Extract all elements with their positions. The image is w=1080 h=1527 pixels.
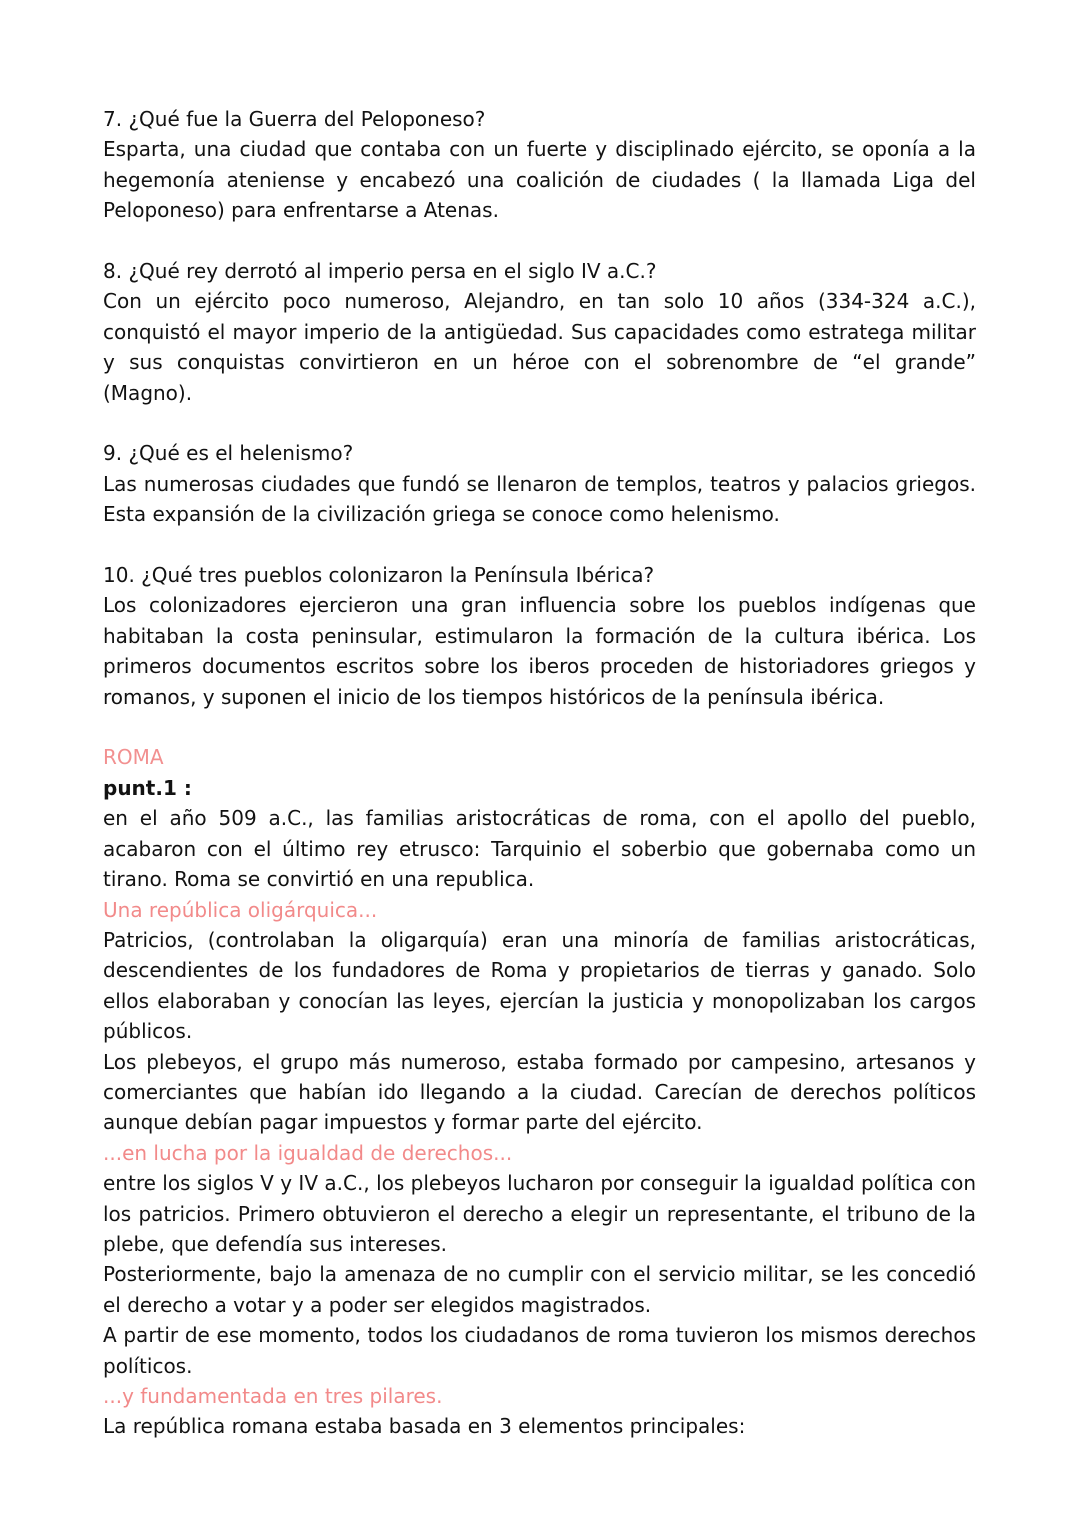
apartir-paragraph: A partir de ese momento, todos los ciudadanos de roma tuvieron los mismos derechos políticos. [103,1323,976,1378]
roma-section [103,742,976,1441]
pilares-paragraph: La república romana estaba basada en 3 elementos principales: [103,1414,746,1439]
patricios-paragraph: Patricios, (controlaban la oligarquía) eran una minoría de familias aristocráticas, descendientes de los fundadores de Roma y propietarios de tierras y ganado. Solo ellos elaboraban y conocían las leyes, ejercían la justicia y monopolizaban los cargos públicos. [103,927,976,1044]
question-heading: 8. ¿Qué rey derrotó al imperio persa en el siglo IV a.C.? [103,259,657,284]
question-heading: 10. ¿Qué tres pueblos colonizaron la Península Ibérica? [103,563,655,588]
subheading-igualdad: ...en lucha por la igualdad de derechos... [103,1140,513,1165]
question-answer: Esparta, una ciudad que contaba con un fuerte y disciplinado ejército, se oponía a la hegemonía ateniense y encabezó una coalición de ciudades ( la llamada Liga del Peloponeso) para enfrentarse a Atenas. [103,137,976,223]
spacer [103,226,976,256]
document-page [103,104,976,1442]
spacer [103,408,976,438]
lucha-paragraph: entre los siglos V y IV a.C., los plebeyos lucharon por conseguir la igualdad política con los patricios. Primero obtuvieron el derecho a elegir un representante, el tribuno de la plebe, que defendía sus intereses. [103,1171,976,1256]
question-answer: Los colonizadores ejercieron una gran influencia sobre los pueblos indígenas que habitaban la costa peninsular, estimularon la formación de la cultura ibérica. Los primeros documentos escritos sobre los iberos proceden de historiadores griegos y romanos, y suponen el inicio de los tiempos históricos de la península ibérica. [103,593,976,709]
question-heading: 7. ¿Qué fue la Guerra del Peloponeso? [103,107,486,131]
roma-title: ROMA [103,745,164,770]
question-block-10 [103,560,976,712]
subheading-pilares: ...y fundamentada en tres pilares. [103,1384,443,1408]
spacer [103,530,976,560]
question-heading: 9. ¿Qué es el helenismo? [103,441,354,466]
question-answer: Las numerosas ciudades que fundó se llenaron de templos, teatros y palacios griegos. Esta expansión de la civilización griega se conoce como helenismo. [103,471,976,527]
plebeyos-paragraph: Los plebeyos, el grupo más numeroso, estaba formado por campesino, artesanos y comerciantes que habían ido llegando a la ciudad. Carecían de derechos políticos aunque debían pagar impuestos y formar parte del ejército. [103,1049,976,1135]
roma-intro: en el año 509 a.C., las familias aristocráticas de roma, con el apollo del pueblo, acabaron con el último rey etrusco: Tarquinio el soberbio que gobernaba como un tirano. Roma se convirtió en una republica. [103,806,976,892]
spacer [103,712,976,742]
question-answer: Con un ejército poco numeroso, Alejandro, en tan solo 10 años (334-324 a.C.), conquistó el mayor imperio de la antigüedad. Sus capacidades como estratega militar y sus conquistas convirtieron en un héroe con el sobrenombre de “el grande” (Magno). [103,289,976,405]
punt-label: punt.1 : [103,775,192,800]
question-block-7 [103,104,976,226]
subheading-oligarquica: Una república oligárquica... [103,897,378,922]
question-block-8 [103,256,976,408]
question-block-9 [103,438,976,529]
posteriormente-paragraph: Posteriormente, bajo la amenaza de no cumplir con el servicio militar, se les concedió el derecho a votar y a poder ser elegidos magistrados. [103,1262,976,1317]
